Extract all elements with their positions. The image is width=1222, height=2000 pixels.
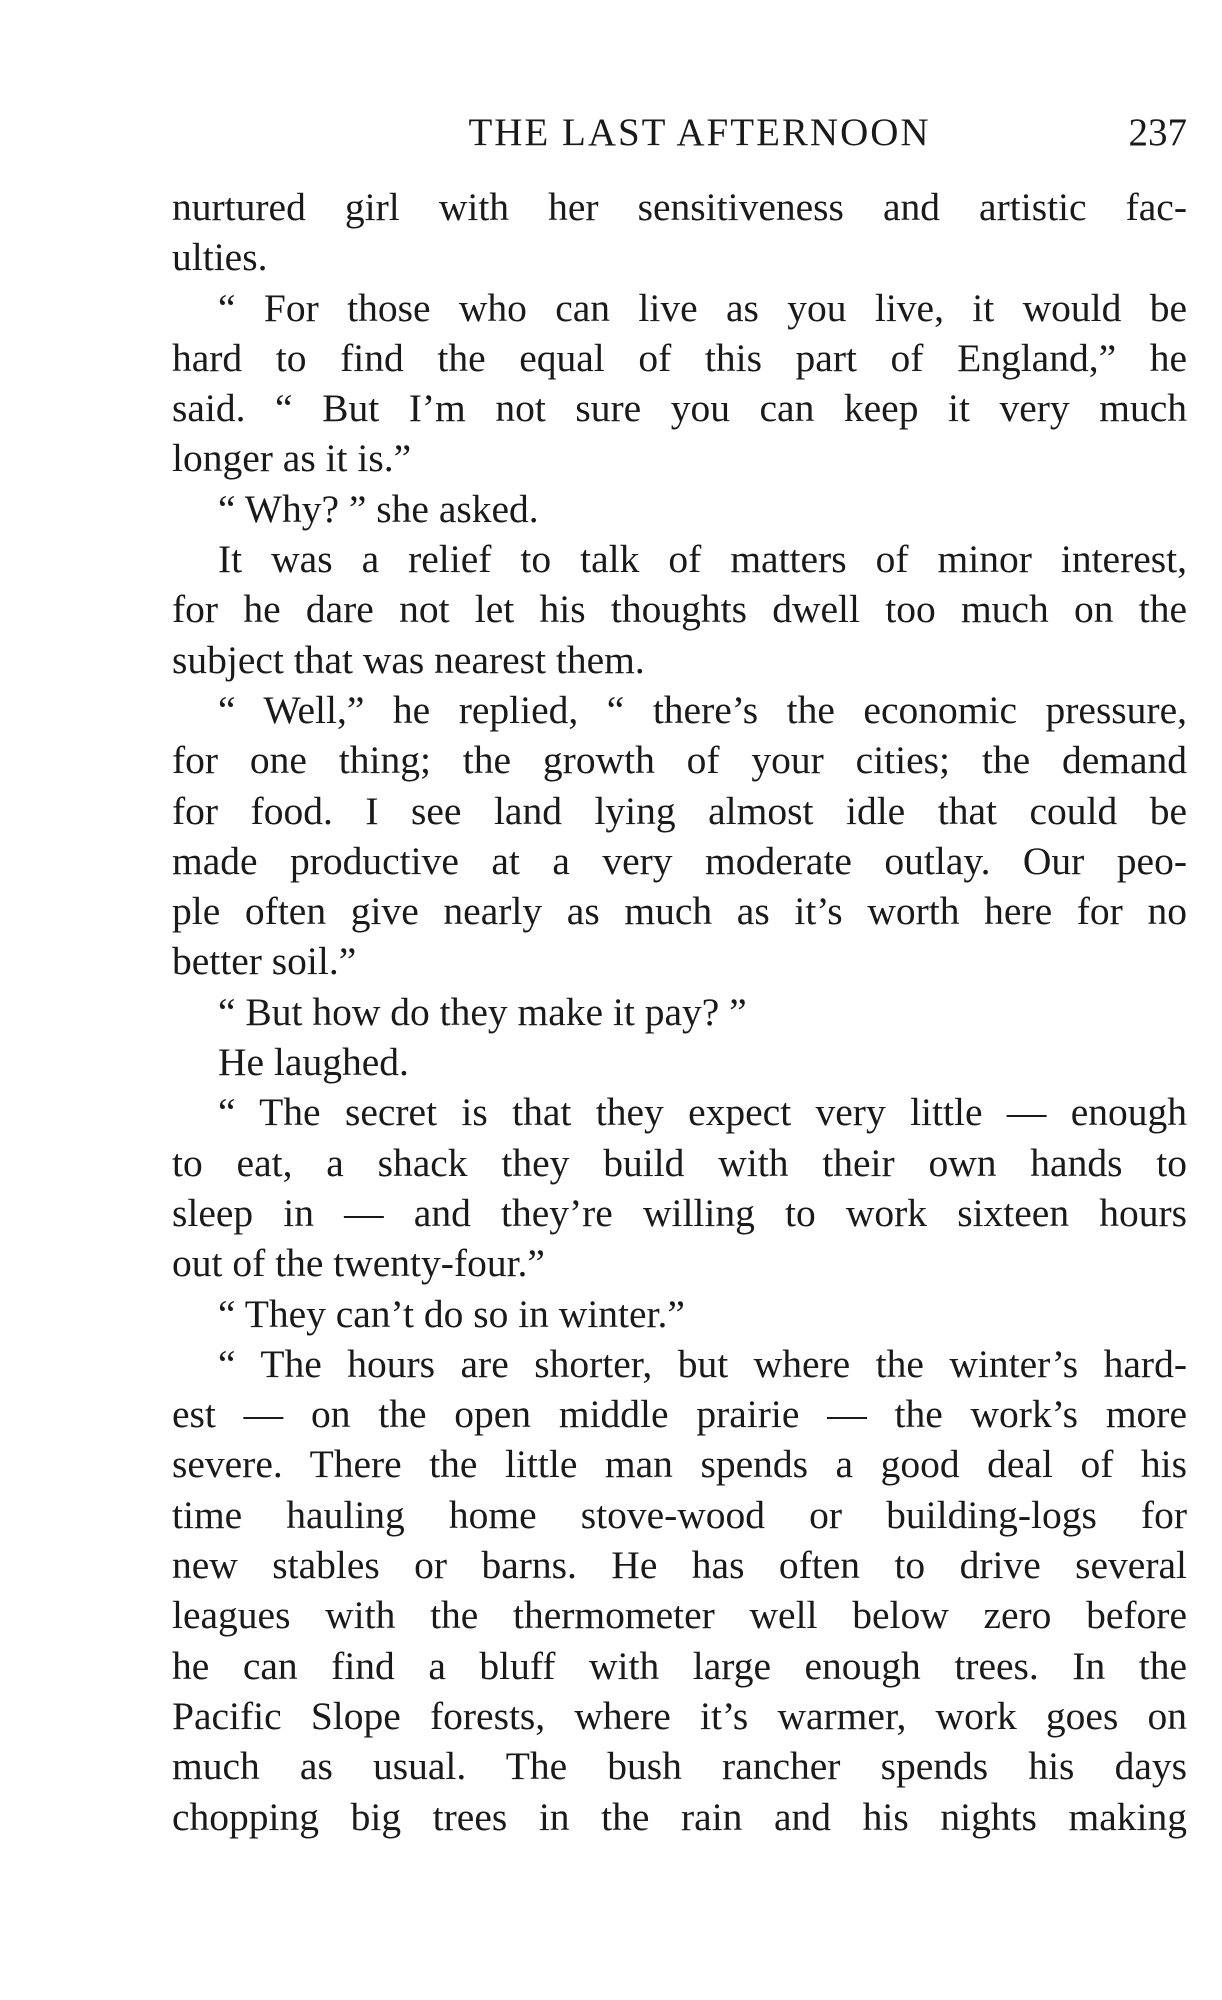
text-line: subject that was nearest them. bbox=[172, 637, 645, 682]
text-line: est — on the open middle prairie — the work’s more bbox=[172, 1392, 1187, 1437]
text-line: It was a relief to talk of matters of minor interest, bbox=[218, 537, 1187, 582]
text-line: sleep in — and they’re willing to work sixteen hours bbox=[172, 1190, 1187, 1235]
text-line: severe. There the little man spends a good deal of his bbox=[172, 1442, 1187, 1487]
text-line: new stables or barns. He has often to drive several bbox=[172, 1543, 1187, 1588]
text-line: “ For those who can live as you live, it would be bbox=[218, 285, 1187, 330]
text-line: for food. I see land lying almost idle that could be bbox=[172, 788, 1187, 833]
text-line: to eat, a shack they build with their own hands to bbox=[172, 1140, 1187, 1185]
text-line: made productive at a very moderate outlay. Our peo- bbox=[172, 838, 1187, 883]
text-line: much as usual. The bush rancher spends his days bbox=[172, 1744, 1187, 1789]
body-text bbox=[172, 182, 1187, 1842]
page-number: 237 bbox=[1128, 111, 1187, 154]
text-line: “ Why? ” she asked. bbox=[218, 486, 539, 531]
text-line: for one thing; the growth of your cities; the demand bbox=[172, 738, 1187, 783]
text-line: for he dare not let his thoughts dwell too much on the bbox=[172, 587, 1187, 632]
text-line: longer as it is.” bbox=[172, 436, 412, 481]
text-line: He laughed. bbox=[218, 1040, 409, 1085]
text-line: ple often give nearly as much as it’s worth here for no bbox=[172, 889, 1187, 934]
text-line: time hauling home stove-wood or building-logs for bbox=[172, 1492, 1187, 1537]
text-line: leagues with the thermometer well below zero before bbox=[172, 1593, 1187, 1638]
text-line: hard to find the equal of this part of England,” he bbox=[172, 335, 1187, 380]
text-line: “ But how do they make it pay? ” bbox=[218, 989, 747, 1034]
text-line: chopping big trees in the rain and his nights making bbox=[172, 1794, 1187, 1839]
book-page bbox=[172, 110, 1187, 1842]
running-head bbox=[172, 110, 1187, 162]
text-line: nurtured girl with her sensitiveness and artistic fac- bbox=[172, 185, 1187, 229]
text-line: said. “ But I’m not sure you can keep it very much bbox=[172, 386, 1187, 431]
text-line: he can find a bluff with large enough trees. In the bbox=[172, 1643, 1187, 1688]
text-line: “ The secret is that they expect very little — enough bbox=[218, 1090, 1187, 1135]
text-line: “ The hours are shorter, but where the winter’s hard- bbox=[218, 1341, 1187, 1386]
running-title: THE LAST AFTERNOON bbox=[468, 111, 931, 154]
text-line: out of the twenty-four.” bbox=[172, 1241, 545, 1286]
text-line: better soil.” bbox=[172, 939, 357, 984]
text-line: “ Well,” he replied, “ there’s the economic pressure, bbox=[218, 687, 1187, 732]
text-line: Pacific Slope forests, where it’s warmer, work goes on bbox=[172, 1693, 1187, 1738]
text-line: ulties. bbox=[172, 235, 268, 280]
text-line: “ They can’t do so in winter.” bbox=[218, 1291, 685, 1336]
